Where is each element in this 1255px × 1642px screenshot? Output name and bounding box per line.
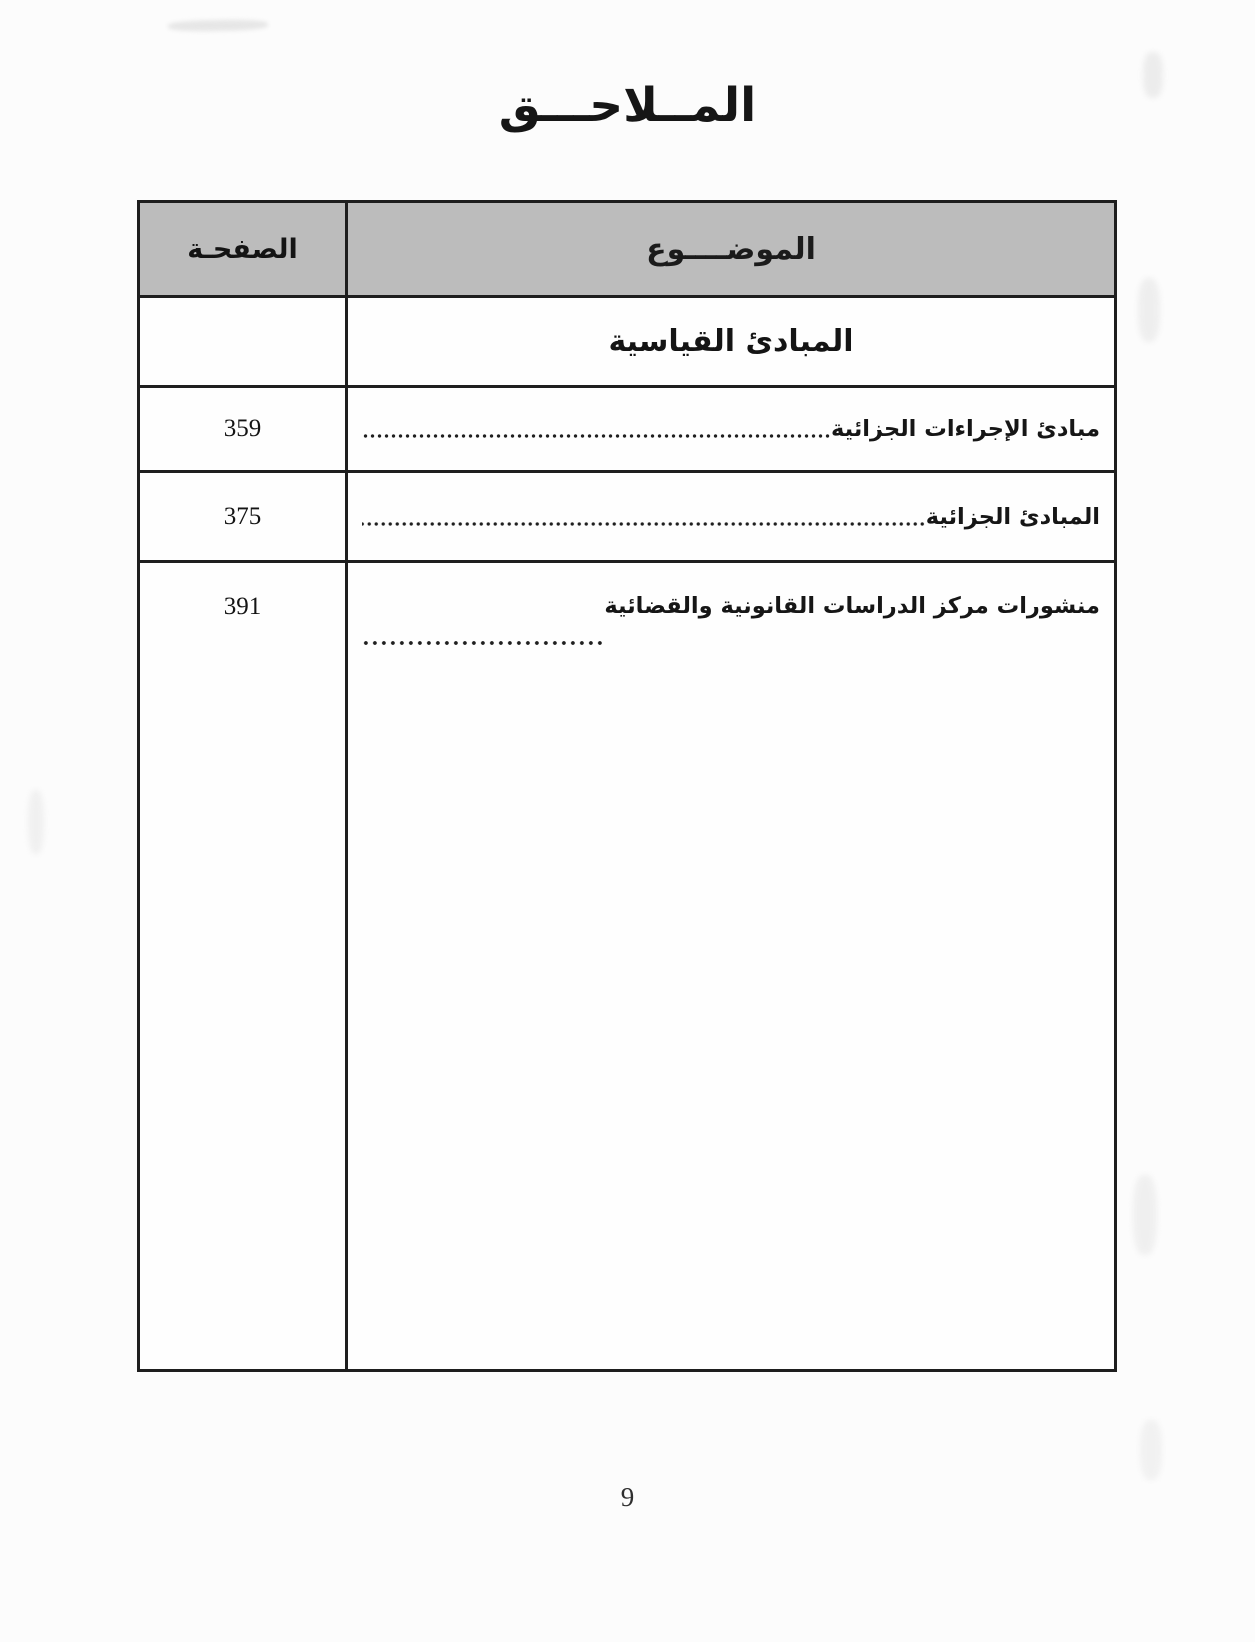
toc-row-subject-cell	[348, 563, 1114, 1369]
dot-leader	[362, 430, 831, 442]
toc-row	[140, 473, 1114, 563]
scan-artifact	[1133, 1175, 1157, 1255]
scan-artifact	[1138, 278, 1160, 342]
header-page-column: الصفحـة	[140, 203, 348, 295]
toc-row-page-number: 359	[140, 388, 348, 470]
page-number: 9	[620, 1482, 635, 1512]
section-row	[140, 298, 1114, 388]
table-header-row	[140, 203, 1114, 298]
scan-artifact	[28, 790, 44, 854]
dot-leader	[362, 518, 926, 530]
header-subject-column: الموضــــوع	[348, 203, 1114, 295]
toc-row-page-number: 375	[140, 473, 348, 560]
toc-table	[137, 200, 1117, 1372]
scan-artifact	[1140, 1420, 1162, 1480]
toc-row	[140, 388, 1114, 473]
toc-row-subject-cell	[348, 473, 1114, 560]
toc-row	[140, 563, 1114, 1369]
toc-row-subject: منشورات مركز الدراسات القانونية والقضائية	[604, 593, 1100, 619]
dot-leader	[362, 637, 604, 649]
section-title: المبادئ القياسية	[608, 324, 854, 359]
toc-row-subject: المبادئ الجزائية	[925, 503, 1100, 530]
scan-artifact	[168, 19, 268, 32]
toc-row-subject: مبادئ الإجراءات الجزائية	[831, 416, 1100, 442]
section-page-cell	[140, 298, 348, 385]
page-title: المــلاحـــق	[498, 78, 757, 133]
toc-row-page-number: 391	[140, 563, 348, 1369]
toc-row-subject-cell	[348, 388, 1114, 470]
